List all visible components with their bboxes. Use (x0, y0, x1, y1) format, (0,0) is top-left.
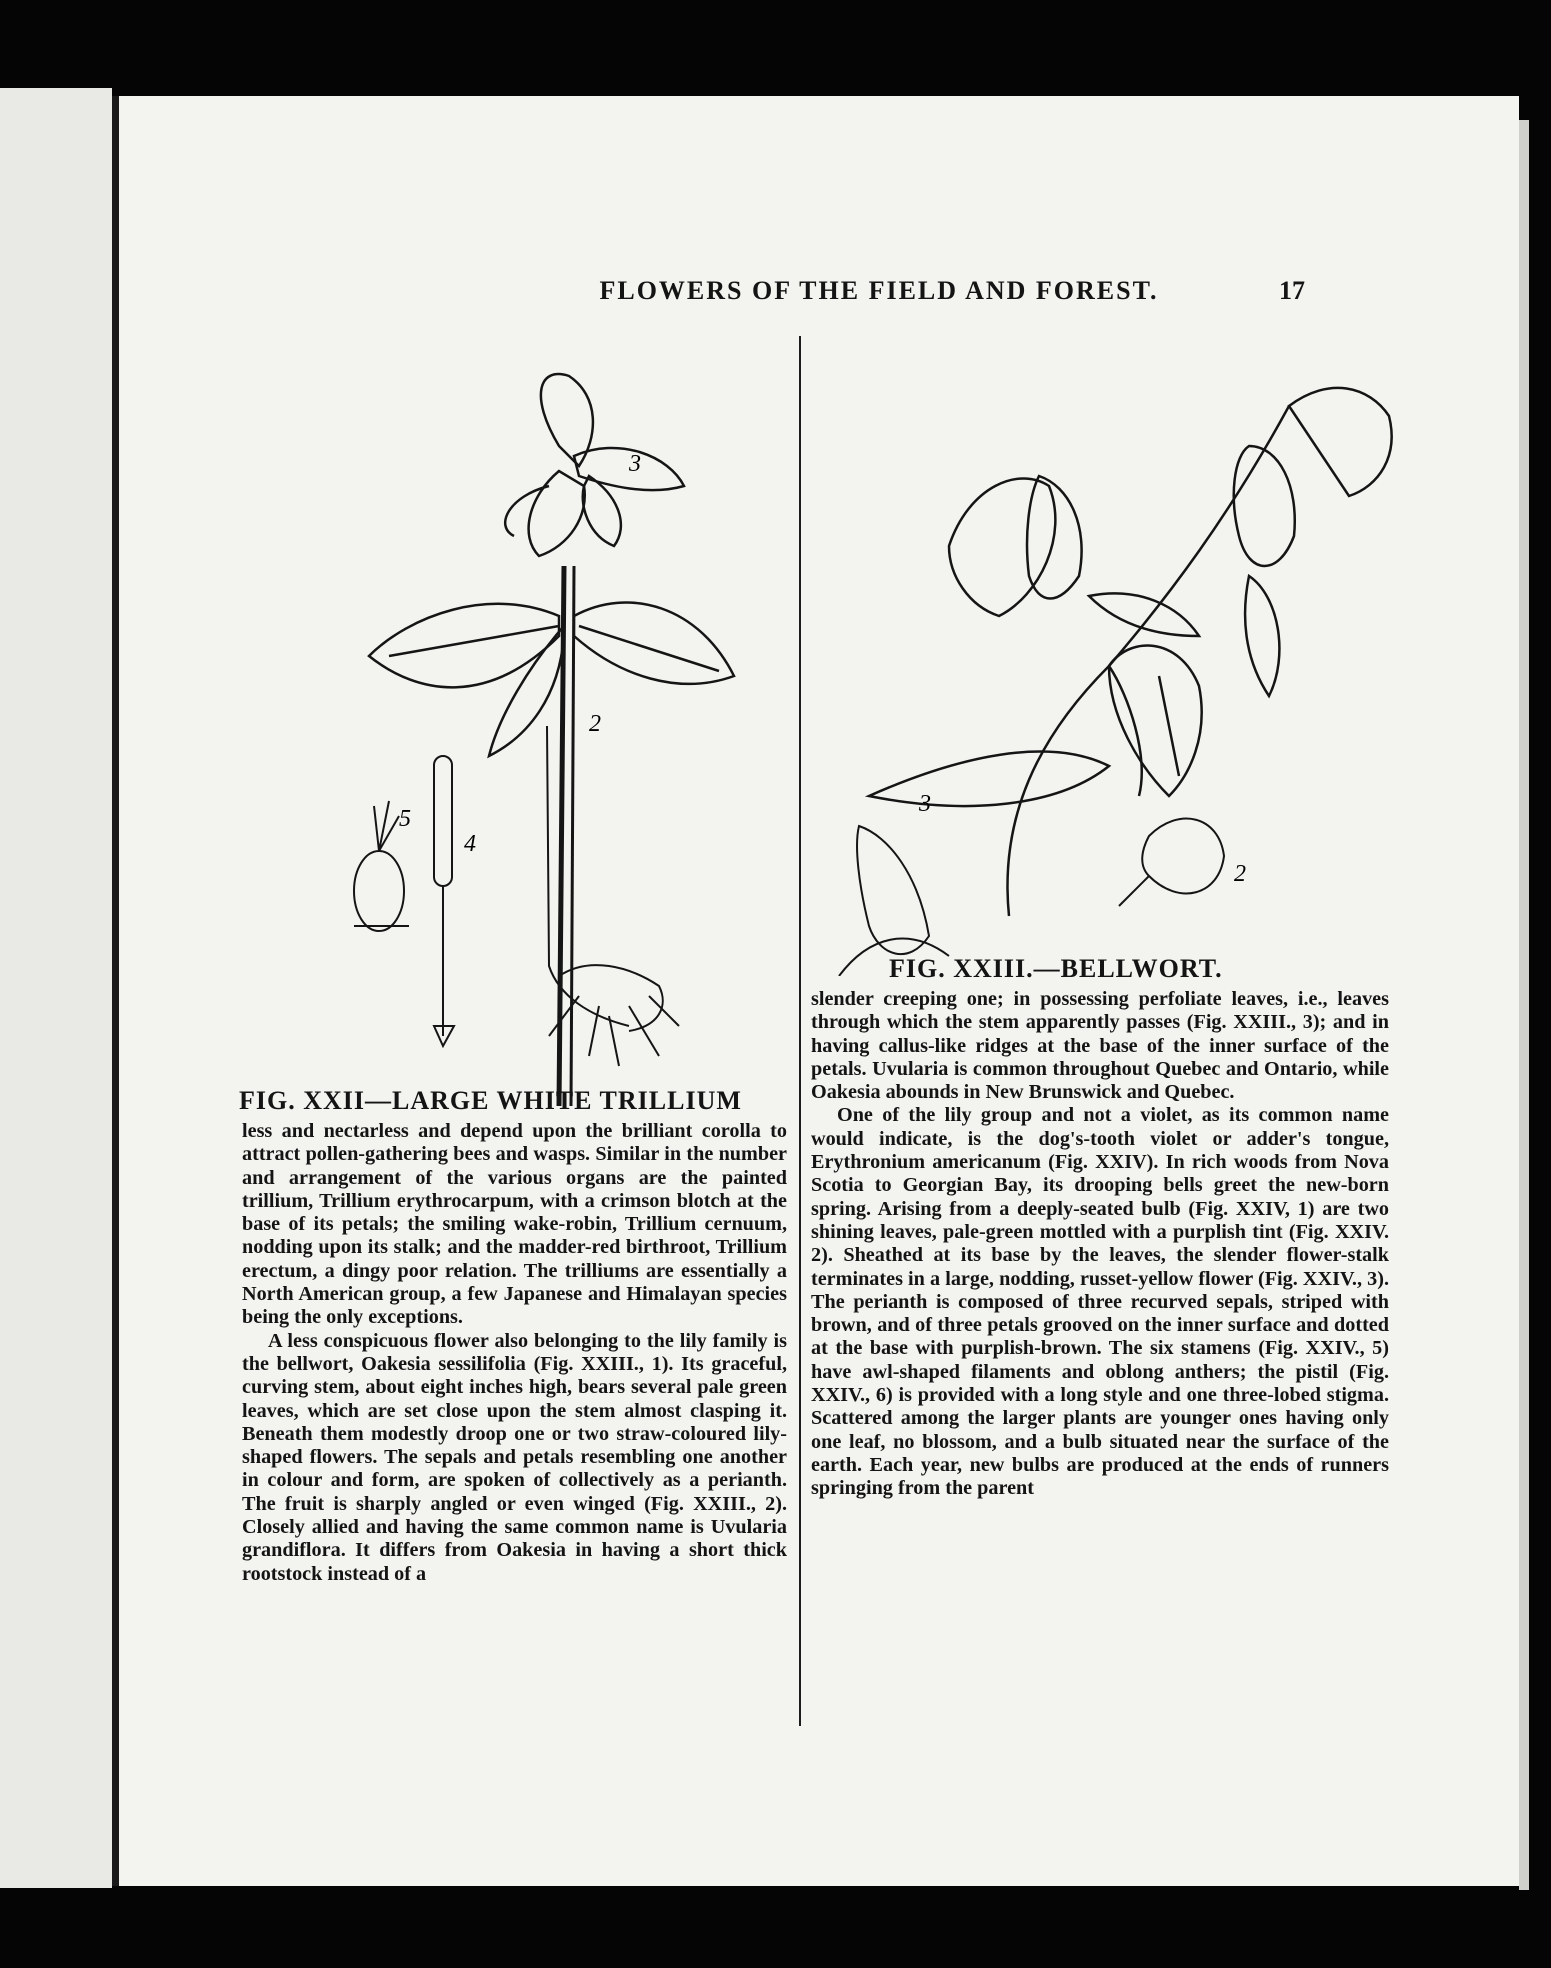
running-title: FLOWERS OF THE FIELD AND FOREST. (599, 276, 1159, 305)
body-paragraph: One of the lily group and not a violet, as its common name would indicate, is the dog's-tooth violet or adder's tongue, Erythronium americanum (Fig. XXIV). In rich woods from Nova Scotia to Georgian Bay, its drooping bells greet the new-born spring. Arising from a deeply-seated bulb (Fig. XXIV, 1) are two shining leaves, pale-green mottled with a purplish tint (Fig. XXIV. 2). Sheathed at its base by the leaves, the slender flower-stalk terminates in a large, nodding, russet-yellow flower (Fig. XXIV., 3). The perianth is composed of three recurved sepals, striped with brown, and of three petals grooved on the inner surface and dotted at the base with purplish-brown. The six stamens (Fig. XXIV., 5) have awl-shaped filaments and oblong anthers; the pistil (Fig. XXIV., 6) is provided with a long style and one three-lobed stigma. Scattered among the larger plants are younger ones having only one leaf, no blossom, and a bulb situated near the surface of the earth. Each year, new bulbs are produced at the ends of runners springing from the parent (811, 1104, 1389, 1500)
figure-label: 5 (399, 806, 411, 832)
body-paragraph: A less conspicuous flower also belonging to the lily family is the bellwort, Oakesia sessilifolia (Fig. XXIII., 1). Its graceful, curving stem, about eight inches high, bears several pale green leaves, which are set close upon the stem almost clasping it. Beneath them modestly droop one or two straw-coloured lily-shaped flowers. The sepals and petals resembling one another in colour and form, are spoken of collectively as a perianth. The fruit is sharply angled or even winged (Fig. XXIII., 2). Closely allied and having the same common name is Uvularia grandiflora. It differs from Oakesia in having a short thick rootstock instead of a (242, 1329, 787, 1585)
page-fore-edge (1519, 120, 1529, 1890)
book-page (119, 96, 1519, 1886)
figure-label: 4 (464, 831, 476, 857)
facing-page-edge (0, 88, 112, 1888)
body-paragraph: less and nectarless and depend upon the brilliant corolla to attract pollen-gathering bees and wasps. Similar in the number and arrangement of the various organs are the painted trillium, Trillium erythrocarpum, with a crimson blotch at the base of its petals; the smiling wake-robin, Trillium cernuum, nodding upon its stalk; and the madder-red birthroot, Trillium erectum, a dingy poor relation. The trilliums are essentially a North American group, a few Japanese and Himalayan species being the only exceptions. (242, 1120, 787, 1329)
left-text-column (242, 1120, 787, 1586)
right-text-column (811, 988, 1389, 1501)
trillium-illustration (229, 336, 789, 1116)
figure-label: 3 (629, 451, 641, 477)
figure-caption: FIG. XXIII.—BELLWORT. (889, 954, 1223, 983)
book-gutter (112, 96, 119, 1886)
column-divider (799, 336, 801, 1726)
figure-label: 3 (919, 791, 931, 817)
page-number: 17 (1279, 276, 1305, 305)
figure-label: 2 (589, 711, 601, 737)
bellwort-illustration (809, 336, 1429, 976)
figure-caption: FIG. XXII—LARGE WHITE TRILLIUM (239, 1086, 742, 1115)
figure-label: 2 (1234, 861, 1246, 887)
body-paragraph: slender creeping one; in possessing perfoliate leaves, i.e., leaves through which the stem apparently passes (Fig. XXIII., 3); and in having callus-like ridges at the base of the inner surface of the petals. Uvularia is common throughout Quebec and Ontario, while Oakesia abounds in New Brunswick and Quebec. (811, 988, 1389, 1104)
